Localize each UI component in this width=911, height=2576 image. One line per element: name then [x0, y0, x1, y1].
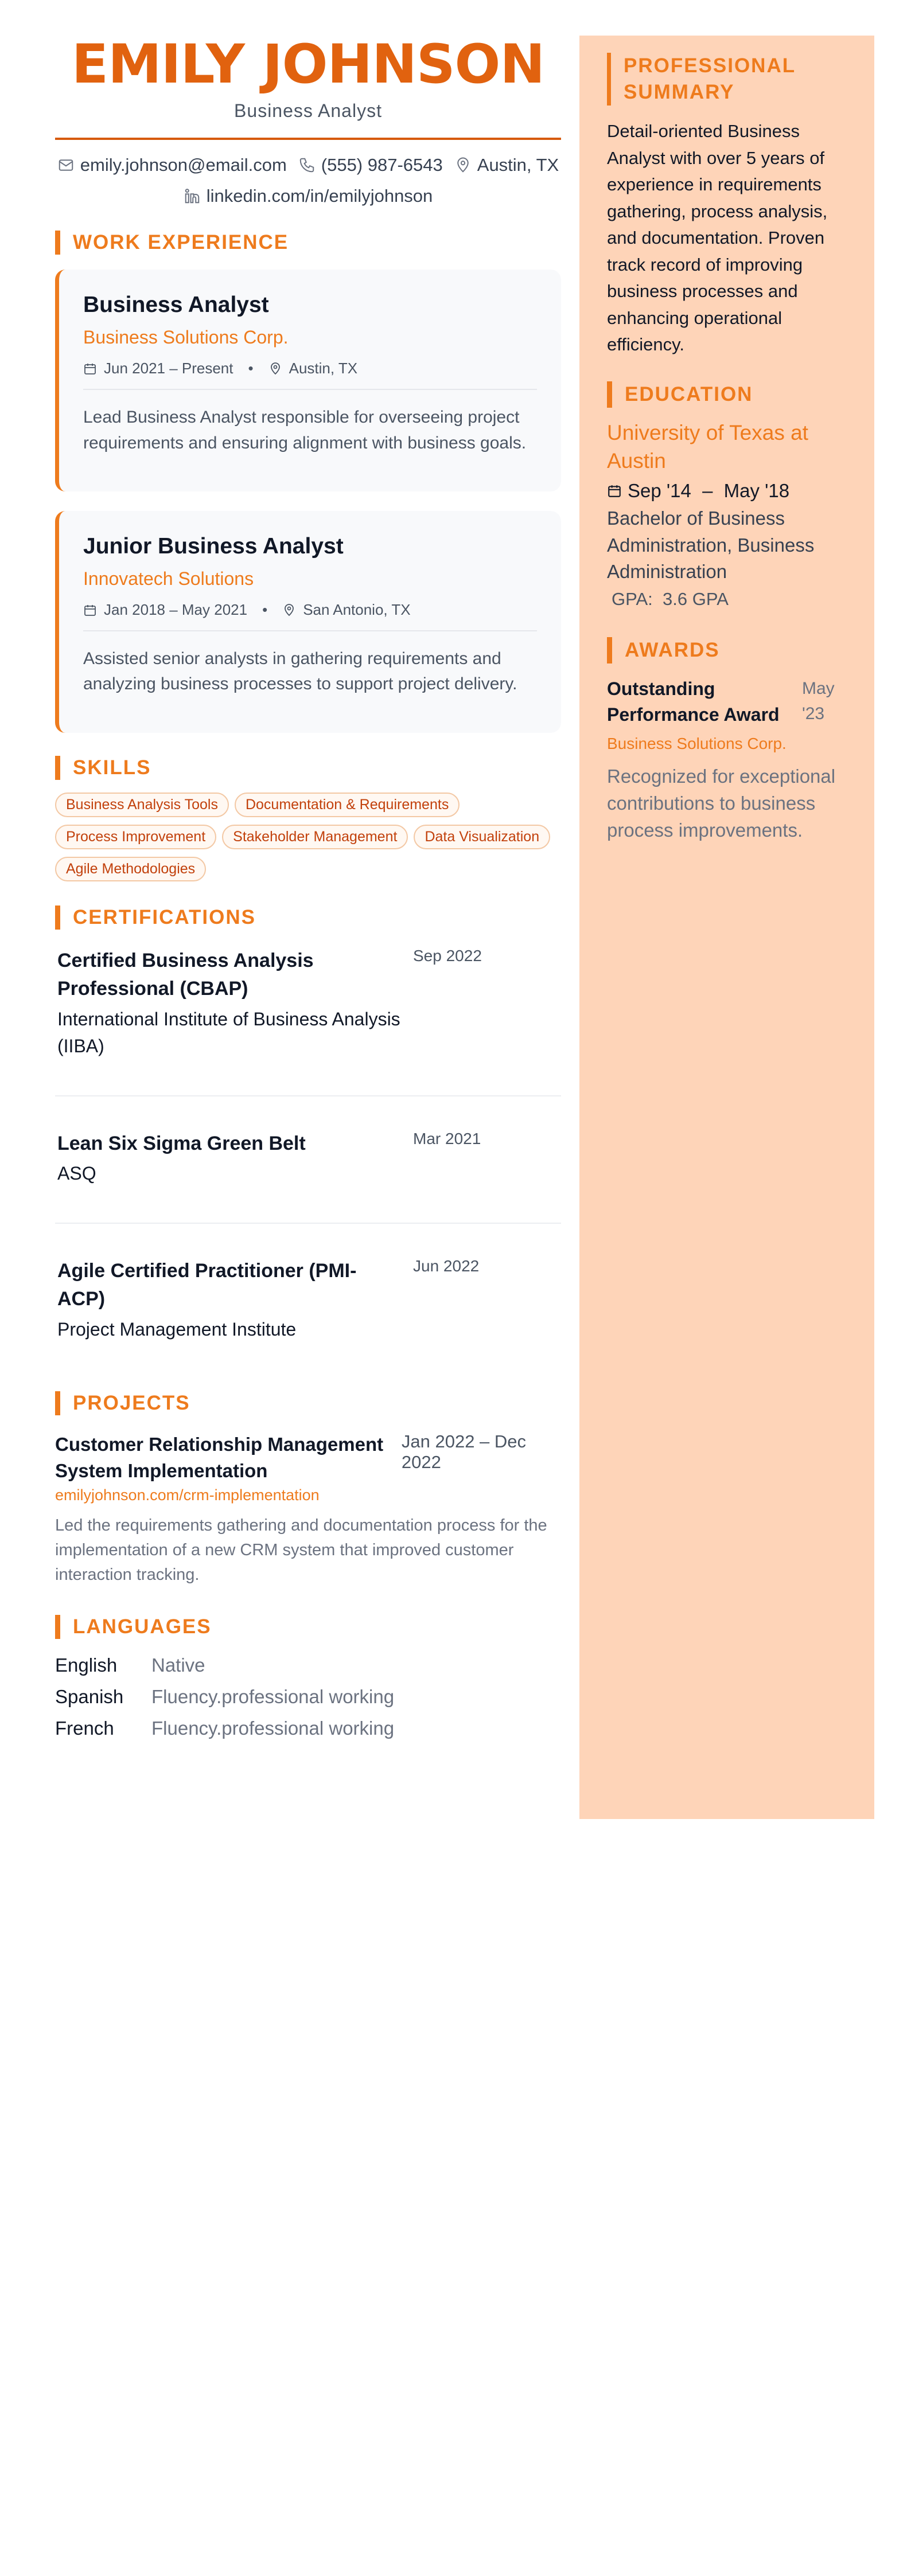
skill-chip: Agile Methodologies: [55, 857, 206, 881]
language-name: Spanish: [55, 1685, 124, 1707]
calendar-icon: [607, 483, 622, 498]
education-degree: Bachelor of Business Administration, Business Administration: [607, 507, 815, 583]
sidebar: [579, 36, 874, 1819]
section-label: PROFESSIONAL SUMMARY: [623, 54, 796, 104]
mail-icon: [57, 157, 75, 174]
project-name: Customer Relationship Management System Implementation: [55, 1433, 384, 1482]
cert-divider: [55, 1095, 561, 1096]
section-accent-bar: [607, 53, 611, 106]
section-label: LANGUAGES: [73, 1615, 212, 1638]
meta-separator: •: [248, 360, 254, 377]
section-title-skills: [55, 756, 561, 780]
phone-text: (555) 987-6543: [321, 155, 443, 175]
education-end: May '18: [723, 479, 790, 501]
job-location: San Antonio, TX: [303, 601, 411, 619]
job-meta: [83, 360, 537, 377]
section-label: SKILLS: [73, 756, 151, 779]
section-title-summary: [607, 53, 848, 106]
map-pin-icon: [268, 362, 282, 376]
section-accent-bar: [607, 637, 612, 663]
section-accent-bar: [55, 905, 60, 930]
language-level: Fluency.professional working: [151, 1685, 395, 1707]
education-dates: [607, 480, 848, 502]
language-name: French: [55, 1717, 114, 1739]
section-label: WORK EXPERIENCE: [73, 231, 289, 254]
education-gpa: [607, 589, 848, 610]
award-description: Recognized for exceptional contributions to business process improvements.: [607, 766, 836, 841]
certification-entry: [55, 1130, 561, 1187]
project-entry: [55, 1431, 561, 1587]
contact-email[interactable]: [57, 155, 287, 175]
certification-entry: [55, 947, 561, 1060]
language-name: English: [55, 1654, 118, 1676]
job-dates: Jan 2018 – May 2021: [104, 601, 248, 619]
section-label: PROJECTS: [73, 1391, 190, 1414]
map-pin-icon: [282, 603, 296, 617]
section-label: CERTIFICATIONS: [73, 905, 256, 928]
header-divider: [55, 138, 561, 140]
section-accent-bar: [55, 756, 60, 780]
cert-issuer: Project Management Institute: [57, 1319, 297, 1340]
job-divider: [83, 389, 537, 390]
languages-list: [55, 1649, 561, 1744]
job-divider: [83, 630, 537, 631]
cert-date: Sep 2022: [413, 946, 482, 965]
language-row: [55, 1681, 561, 1712]
language-level: Native: [151, 1654, 205, 1676]
cert-issuer: International Institute of Business Analysis (IIBA): [57, 1009, 400, 1056]
linkedin-icon: [184, 188, 201, 205]
job-dates: Jun 2021 – Present: [104, 360, 233, 377]
calendar-icon: [83, 362, 97, 376]
cert-date: Jun 2022: [413, 1256, 480, 1275]
job-description: Assisted senior analysts in gathering requirements and analyzing business processes to support project delivery.: [83, 649, 517, 694]
job-location: Austin, TX: [289, 360, 358, 377]
section-accent-bar: [55, 231, 60, 255]
resume-header: [55, 34, 561, 206]
education-school: University of Texas at Austin: [607, 421, 808, 473]
skill-chip: Documentation & Requirements: [235, 793, 460, 817]
language-row: [55, 1712, 561, 1744]
certification-entry: [55, 1257, 561, 1343]
professional-summary: Detail-oriented Business Analyst with over 5 years of experience in requirements gathering, process analysis, and documentation. Proven track record of improving business processes and enhancing operational efficiency.: [607, 121, 828, 355]
job-title: Business Analyst: [83, 292, 269, 318]
date-separator: –: [696, 479, 718, 501]
contact-row: [55, 155, 561, 175]
section-accent-bar: [55, 1615, 60, 1639]
job-company: Business Solutions Corp.: [83, 327, 289, 348]
project-link[interactable]: emilyjohnson.com/crm-implementation: [55, 1486, 320, 1504]
email-text: emily.johnson@email.com: [80, 155, 287, 175]
cert-divider: [55, 1223, 561, 1224]
cert-name: Agile Certified Practitioner (PMI-ACP): [57, 1259, 357, 1310]
job-company: Innovatech Solutions: [83, 568, 254, 590]
contact-phone[interactable]: [298, 155, 443, 175]
cert-name: Certified Business Analysis Professional (CBAP): [57, 949, 314, 1000]
job-description: Lead Business Analyst responsible for overseeing project requirements and ensuring alignment with business goals.: [83, 408, 527, 452]
phone-icon: [298, 157, 316, 174]
meta-separator: •: [262, 601, 268, 619]
section-title-experience: [55, 231, 561, 255]
section-accent-bar: [607, 381, 612, 408]
candidate-title: Business Analyst: [234, 100, 382, 122]
section-label: AWARDS: [625, 639, 720, 662]
skill-chip: Stakeholder Management: [222, 825, 408, 849]
skill-chip: Data Visualization: [414, 825, 550, 849]
project-description: Led the requirements gathering and documentation process for the implementation of a new CRM system that improved customer interaction tracking.: [55, 1516, 547, 1584]
contact-row-2: [55, 186, 561, 206]
job-meta: [83, 601, 537, 619]
map-pin-icon: [454, 157, 472, 174]
gpa-value: 3.6 GPA: [663, 589, 729, 610]
language-level: Fluency.professional working: [151, 1717, 395, 1739]
cert-name: Lean Six Sigma Green Belt: [57, 1132, 306, 1154]
award-entry: [607, 676, 848, 728]
skill-chip: Process Improvement: [55, 825, 216, 849]
cert-date: Mar 2021: [413, 1129, 481, 1148]
main-column: [55, 34, 561, 1744]
contact-location: [454, 155, 559, 175]
award-issuer: Business Solutions Corp.: [607, 735, 787, 753]
skills-list: [55, 793, 571, 881]
language-row: [55, 1649, 561, 1681]
location-text: Austin, TX: [477, 155, 559, 175]
award-name: Outstanding Performance Award: [607, 678, 780, 725]
section-label: EDUCATION: [625, 383, 753, 405]
section-title-projects: [55, 1391, 561, 1415]
cert-issuer: ASQ: [57, 1163, 96, 1184]
project-dates: Jan 2022 – Dec 2022: [401, 1431, 527, 1472]
job-entry: [55, 511, 561, 733]
job-title: Junior Business Analyst: [83, 534, 344, 559]
candidate-name: EMILY JOHNSON: [71, 33, 545, 96]
education-start: Sep '14: [628, 479, 691, 501]
section-accent-bar: [55, 1391, 60, 1415]
contact-linkedin[interactable]: [184, 186, 433, 206]
section-title-certifications: [55, 905, 561, 930]
calendar-icon: [83, 603, 97, 617]
linkedin-text: linkedin.com/in/emilyjohnson: [206, 186, 433, 206]
gpa-label: GPA:: [612, 589, 653, 610]
section-title-awards: [607, 637, 848, 663]
award-date: May '23: [802, 679, 835, 723]
job-entry: [55, 270, 561, 491]
skill-chip: Business Analysis Tools: [55, 793, 229, 817]
section-title-languages: [55, 1615, 561, 1639]
section-title-education: [607, 381, 848, 408]
